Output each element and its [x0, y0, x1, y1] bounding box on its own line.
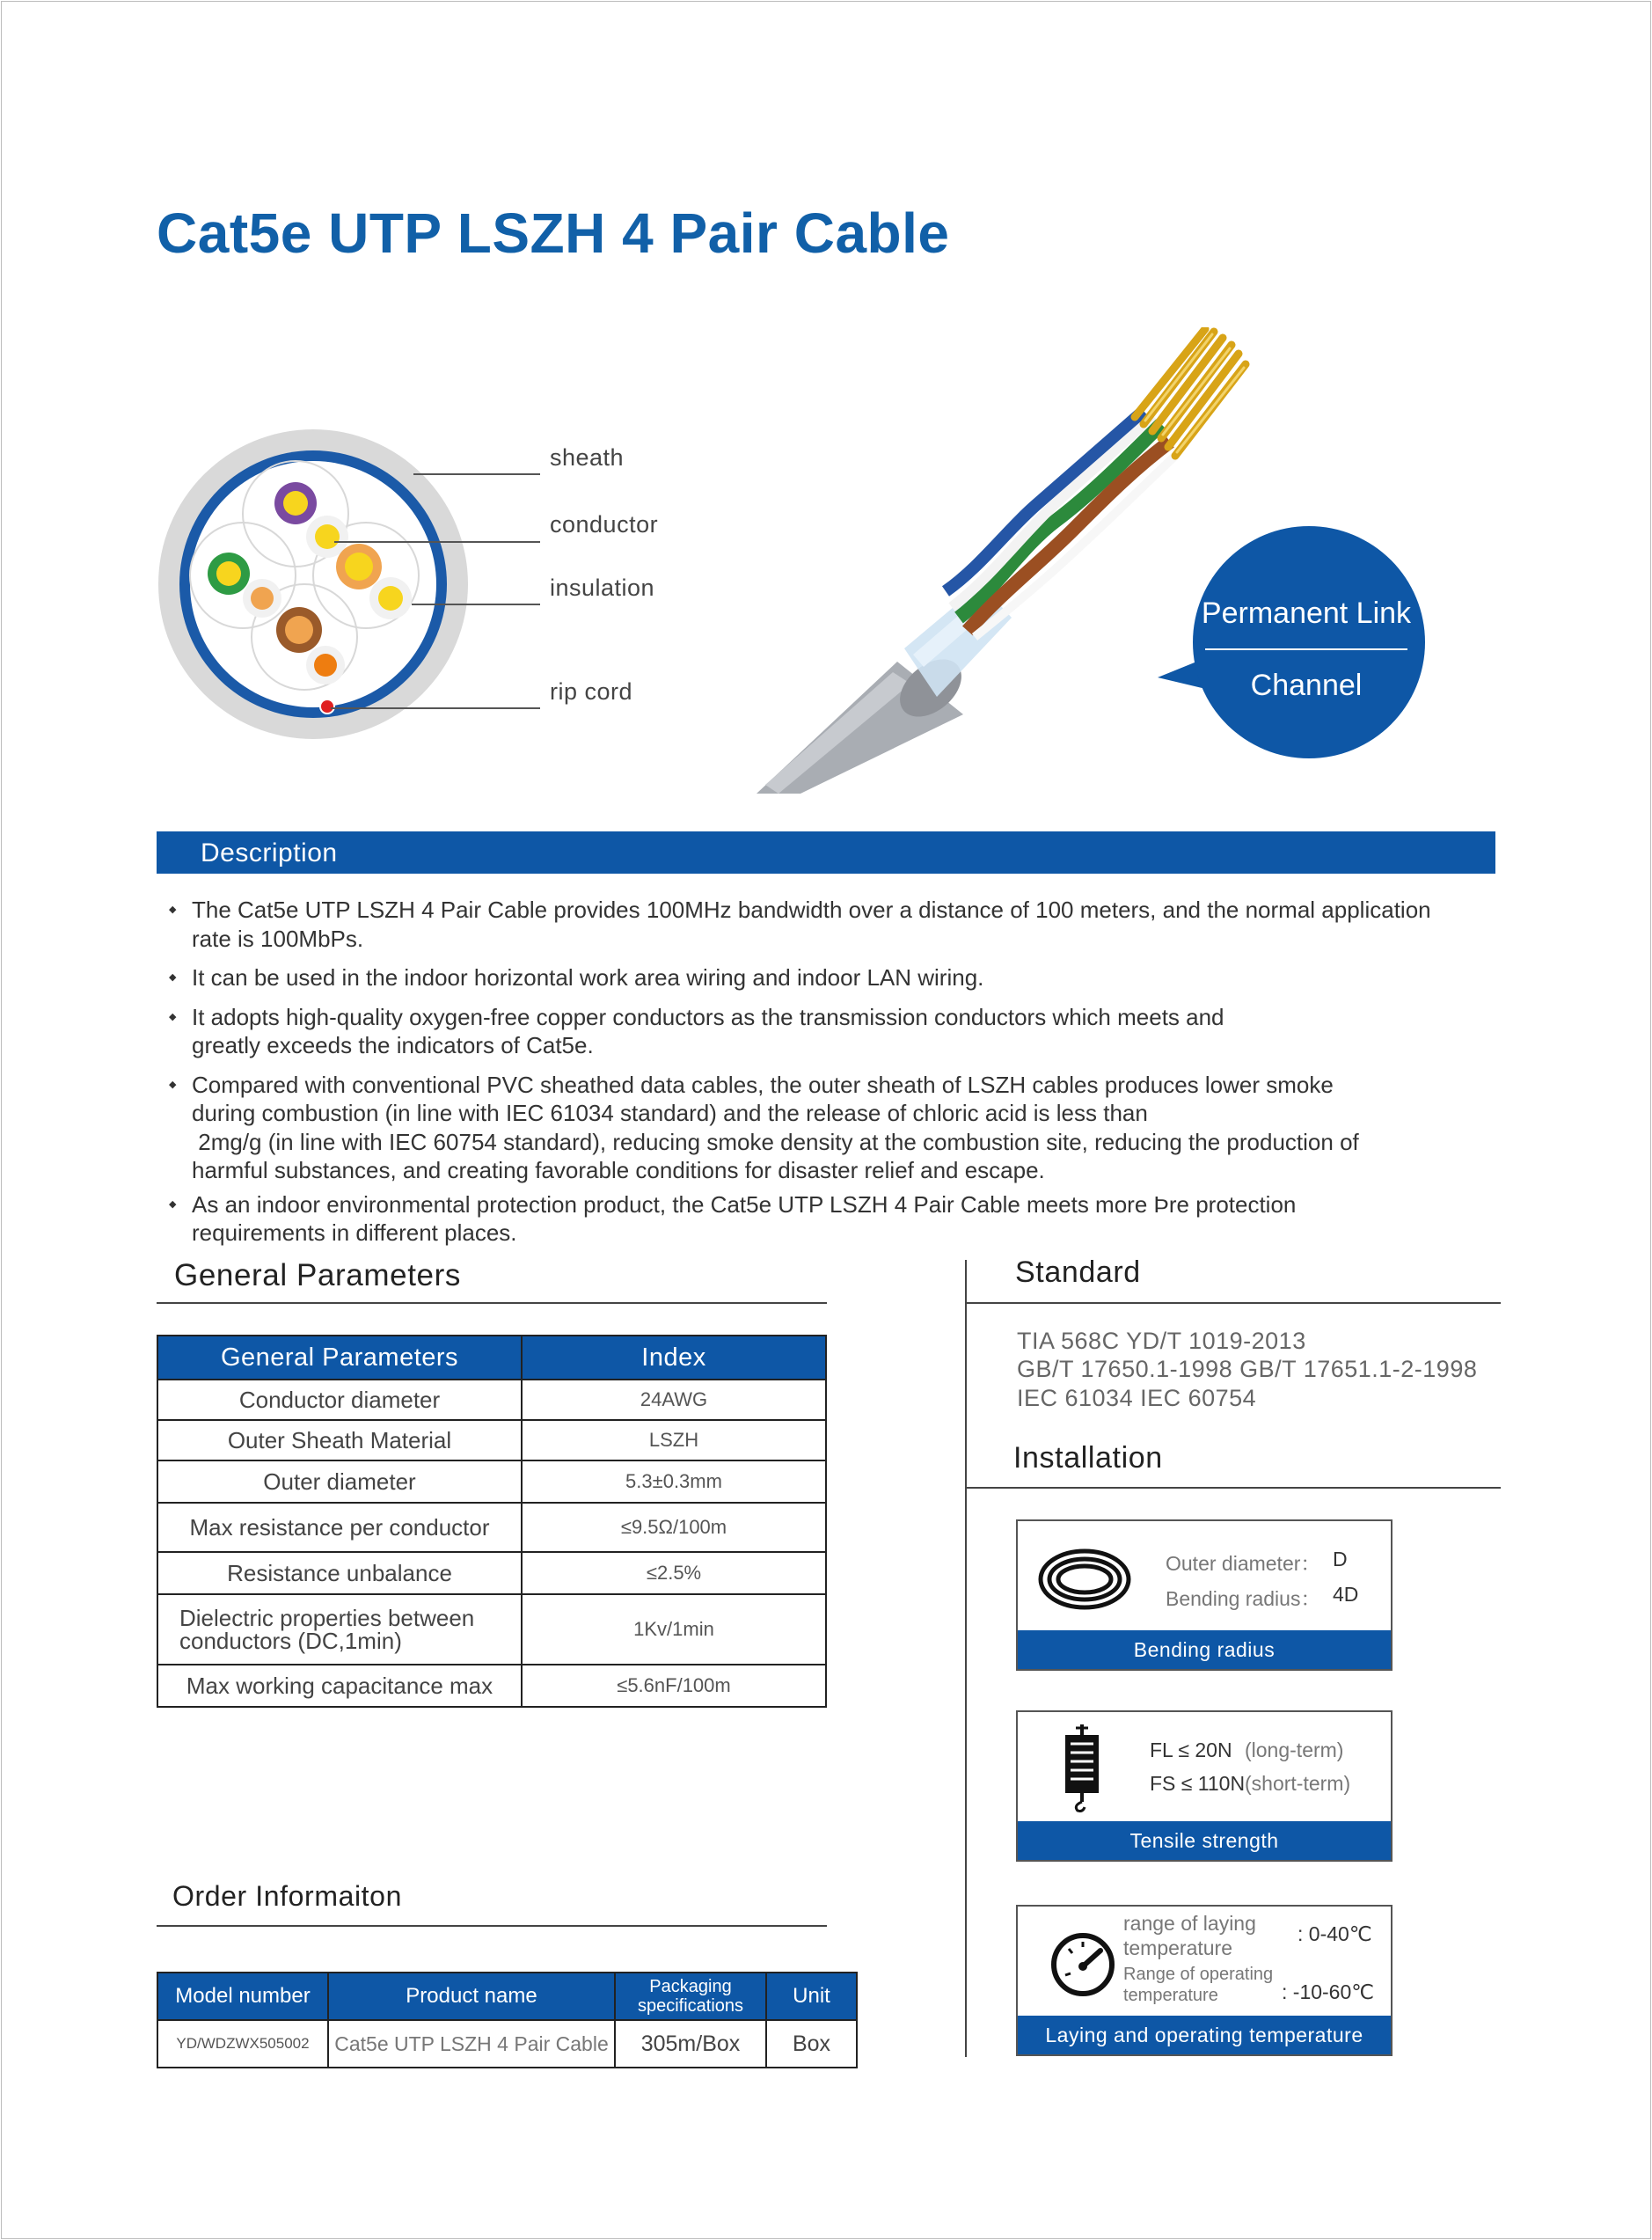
table-row — [157, 1552, 826, 1594]
fl-note: (long-term) — [1245, 1739, 1344, 1761]
column-header-general-parameters: General Parameters — [157, 1336, 522, 1380]
description-item: ◆ It can be used in the indoor horizontal work area wiring and indoor LAN wiring. — [169, 963, 1506, 992]
model-cell: YD/WDZWX505002 — [157, 2020, 328, 2068]
tensile-strength-caption: Tensile strength — [1018, 1821, 1391, 1860]
description-item: ◆ The Cat5e UTP LSZH 4 Pair Cable provides 100MHz bandwidth over a distance of 100 meters, and the normal application rate is 100MbPs. — [169, 896, 1506, 953]
bending-radius-value: 4D — [1333, 1583, 1359, 1606]
column-header-model: Model number — [157, 1973, 328, 2020]
standard-line: TIA 568C YD/T 1019-2013 — [1017, 1328, 1306, 1354]
order-information-heading: Order Informaiton — [172, 1880, 402, 1912]
parameter-line: conductors (DC,1min) — [179, 1628, 402, 1654]
insulation-leader-line — [412, 604, 540, 605]
general-parameters-table — [157, 1335, 827, 1708]
table-row — [157, 1594, 826, 1665]
general-parameters-heading: General Parameters — [174, 1258, 461, 1292]
sheath-leader-line — [413, 473, 540, 475]
standard-heading: Standard — [1015, 1255, 1141, 1289]
order-table — [157, 1972, 858, 2068]
outer-diameter-label: Outer diameter： — [1166, 1552, 1321, 1575]
description-item: ◆ It adopts high-quality oxygen-free copper conductors as the transmission conductors which meets and greatly exceeds the indicators of Cat5e. — [169, 1003, 1506, 1060]
packaging-cell: 305m/Box — [615, 2020, 766, 2068]
index-cell: ≤5.6nF/100m — [522, 1665, 826, 1707]
column-header-product: Product name — [328, 1973, 615, 2020]
index-cell: 5.3±0.3mm — [522, 1460, 826, 1503]
coil-icon — [1037, 1544, 1132, 1614]
laying-temperature-label-line2: temperature — [1123, 1936, 1233, 1959]
standard-line: IEC 61034 IEC 60754 — [1017, 1385, 1257, 1411]
parameter-cell: Resistance unbalance — [157, 1552, 522, 1594]
laying-temperature-value: : 0-40℃ — [1297, 1922, 1372, 1945]
table-row — [157, 1503, 826, 1552]
table-header-row — [157, 1336, 826, 1380]
laying-temperature-label-line1: range of laying — [1123, 1912, 1256, 1935]
parameter-cell: Max resistance per conductor — [157, 1503, 522, 1552]
table-row — [157, 1380, 826, 1420]
index-cell: 1Kv/1min — [522, 1594, 826, 1665]
permanent-link-text: Permanent Link — [1201, 597, 1412, 630]
installation-rule — [965, 1487, 1501, 1489]
parameter-cell — [157, 1594, 522, 1665]
rip-cord-leader-line — [331, 707, 540, 709]
conductor-label: conductor — [550, 511, 659, 538]
order-information-rule — [157, 1925, 827, 1927]
standard-line: GB/T 17650.1-1998 GB/T 17651.1-2-1998 — [1017, 1356, 1478, 1382]
standard-rule — [965, 1302, 1501, 1304]
product-cell: Cat5e UTP LSZH 4 Pair Cable — [328, 2020, 615, 2068]
description-list — [169, 896, 1506, 1258]
outer-diameter-value: D — [1333, 1548, 1348, 1570]
table-row — [157, 2020, 857, 2068]
operating-temperature-label-line1: Range of operating — [1123, 1965, 1274, 1984]
column-divider — [965, 1260, 967, 2057]
permanent-link-channel-bubble — [1144, 519, 1434, 765]
parameter-cell: Conductor diameter — [157, 1380, 522, 1420]
column-header-index: Index — [522, 1336, 826, 1380]
general-parameters-rule — [157, 1302, 827, 1304]
fs-value: FS ≤ 110N — [1150, 1772, 1246, 1795]
description-heading: Description — [201, 838, 338, 867]
description-item: ◆ As an indoor environmental protection product, the Cat5e UTP LSZH 4 Pair Cable meets more Þre protection requirements in different places. — [169, 1190, 1506, 1248]
packaging-line: Packaging — [649, 1977, 732, 1996]
description-item: ◆ Compared with conventional PVC sheathed data cables, the outer sheath of LSZH cables produces lower smoke during combustion (in line with IEC 61034 standard) and the release of chloric acid is less than 2mg/g (in line with IEC 60754 standard), reducing smoke density at the combustion site, reducing the production of harmful substances, and creating favorable conditions for disaster relief and escape. — [169, 1071, 1506, 1185]
insulation-label: insulation — [550, 575, 655, 601]
description-header-band — [157, 831, 1495, 874]
bending-radius-caption: Bending radius — [1018, 1630, 1391, 1669]
fs-note: (short-term) — [1245, 1772, 1351, 1795]
bending-radius-card — [1016, 1519, 1393, 1671]
bending-radius-label: Bending radius： — [1166, 1587, 1321, 1610]
rip-cord-label: rip cord — [550, 678, 633, 705]
fl-value: FL ≤ 20N — [1150, 1739, 1232, 1761]
parameter-cell: Outer diameter — [157, 1460, 522, 1503]
parameter-cell: Outer Sheath Material — [157, 1420, 522, 1460]
page-title: Cat5e UTP LSZH 4 Pair Cable — [157, 201, 950, 265]
conductor-leader-line — [334, 541, 540, 543]
gauge-icon — [1049, 1931, 1116, 1998]
index-cell: 24AWG — [522, 1380, 826, 1420]
parameter-cell: Max working capacitance max — [157, 1665, 522, 1707]
table-header-row — [157, 1973, 857, 2020]
spring-scale-icon — [1060, 1724, 1104, 1812]
temperature-card — [1016, 1905, 1393, 2056]
parameter-line: Dielectric properties between — [179, 1605, 475, 1631]
temperature-caption: Laying and operating temperature — [1018, 2016, 1391, 2054]
index-cell: ≤9.5Ω/100m — [522, 1503, 826, 1552]
table-row — [157, 1665, 826, 1707]
column-header-unit: Unit — [766, 1973, 857, 2020]
table-row — [157, 1460, 826, 1503]
index-cell: ≤2.5% — [522, 1552, 826, 1594]
operating-temperature-label-line2: temperature — [1123, 1986, 1218, 2005]
channel-text: Channel — [1250, 669, 1363, 702]
sheath-label: sheath — [550, 444, 625, 471]
unit-cell: Box — [766, 2020, 857, 2068]
index-cell: LSZH — [522, 1420, 826, 1460]
packaging-line: specifications — [637, 1996, 744, 2016]
operating-temperature-value: : -10-60℃ — [1282, 1980, 1375, 2003]
table-row — [157, 1420, 826, 1460]
tensile-strength-card — [1016, 1710, 1393, 1862]
column-header-packaging — [615, 1973, 766, 2020]
installation-heading: Installation — [1013, 1441, 1163, 1475]
